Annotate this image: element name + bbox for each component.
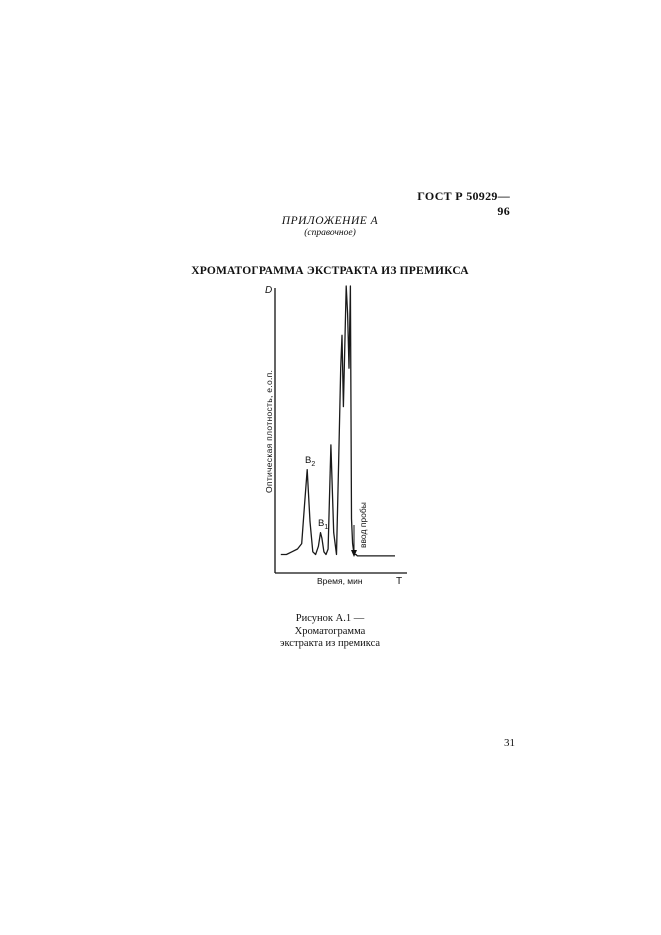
page-number: 31 [504,737,515,749]
y-axis-symbol: D [265,285,273,296]
caption-line-1: Рисунок А.1 — [295,613,365,624]
peak-b2-letter: B [305,455,312,466]
appendix-title: ПРИЛОЖЕНИЕ А [281,215,379,227]
peak-b2-subscript: 2 [311,461,316,468]
chromatogram-chart [255,280,415,590]
x-axis-label: Время, мин [317,576,363,586]
x-axis-symbol: T [396,576,403,587]
caption-line-2: Хроматограмма [294,625,366,637]
peak-b1-letter: B [318,518,325,529]
caption-line-3: экстракта из премикса [279,638,381,649]
chromatogram-series-line [281,286,395,556]
y-axis-label: Оптическая плотность, е.о.п. [264,369,274,493]
peak-b1-label [318,518,328,531]
injection-label: ввод пробы [358,502,368,548]
figure-caption [230,613,430,651]
standard-code: ГОСТ Р 50929—96 [417,189,510,218]
figure-heading: ХРОМАТОГРАММА ЭКСТРАКТА ИЗ ПРЕМИКСА [191,265,469,277]
injection-arrow-head [351,550,357,557]
peak-b1-subscript: 1 [324,524,329,531]
peak-b2-label [305,455,315,468]
appendix-note: (справочное) [304,228,356,238]
